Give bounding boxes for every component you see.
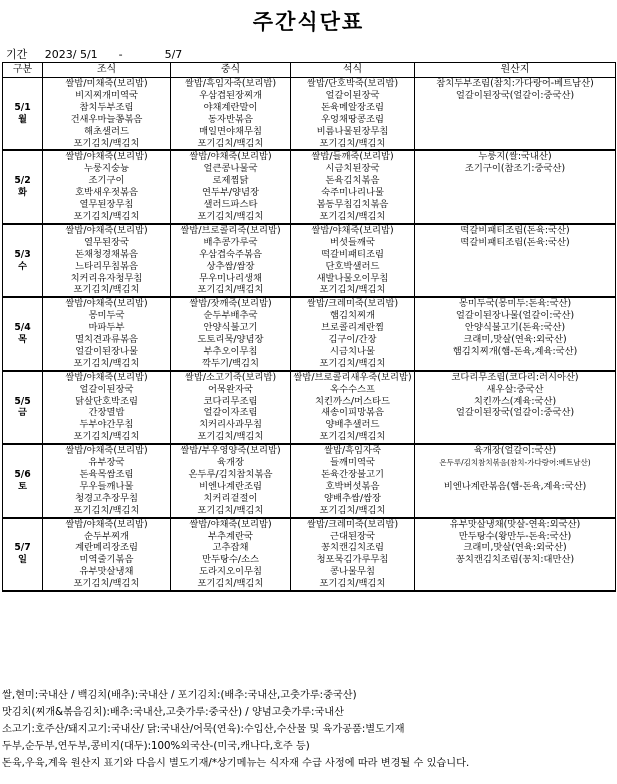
lunch-item: 쌀밥/부우영양죽(보리밥) — [171, 444, 291, 457]
dinner-item: 버섯들깨국 — [291, 237, 415, 249]
origin-item: 새우살:중국산 — [415, 384, 616, 396]
dinner-item: 쌀밥/야채죽(보리밥) — [291, 224, 415, 237]
lunch-item: 포기김치/백김치 — [171, 211, 291, 224]
dinner-item: 포기김치/백김치 — [291, 138, 415, 151]
breakfast-item: 간장멸밥 — [43, 407, 171, 419]
note-line: 두부,순두부,연두부,콩비지(대두):100%외국산-(미국,캐나다,호주 등) — [2, 741, 310, 752]
breakfast-item: 돈채청경채볶음 — [43, 249, 171, 261]
day-date: 5/6 — [14, 469, 31, 480]
origin-item: 떡갈비패티조림(돈육:국산) — [415, 237, 616, 249]
dinner-item: 양배추쌈/쌈장 — [291, 493, 415, 505]
lunch-item: 쌀밥/야채죽(보리밥) — [171, 150, 291, 163]
origin-item — [415, 273, 616, 285]
day-weekday: 토 — [18, 480, 27, 492]
dinner-item: 김구이/간장 — [291, 334, 415, 346]
table-row — [3, 384, 616, 396]
lunch-item: 얼큰콩나물국 — [171, 163, 291, 175]
dinner-item: 돈육메알장조림 — [291, 102, 415, 114]
table-row — [3, 78, 616, 90]
origin-item: 만두탕수(왕만두-돈육:국산) — [415, 531, 616, 543]
table-row — [3, 554, 616, 566]
day-date: 5/5 — [14, 395, 31, 407]
dinner-item: 새송이피망볶음 — [291, 407, 415, 419]
lunch-item: 무우미나리생채 — [171, 273, 291, 285]
table-row — [3, 297, 616, 310]
breakfast-item: 미역줄기볶음 — [43, 554, 171, 566]
origin-item — [415, 419, 616, 431]
table-row — [3, 578, 616, 591]
header-day: 구분 — [3, 63, 43, 78]
origin-item — [415, 431, 616, 444]
lunch-item: 포기김치/백김치 — [171, 505, 291, 518]
dinner-item: 비름나물된장무침 — [291, 126, 415, 138]
lunch-item: 코다리무조림 — [171, 396, 291, 408]
lunch-item: 야채계란말이 — [171, 102, 291, 114]
header-origin: 원산지 — [415, 63, 616, 78]
day-cell — [3, 297, 43, 370]
origin-item: 얼갈이된장나물(얼갈이:국산) — [415, 310, 616, 322]
origin-item: 크래미,맛살(연육:외국산) — [415, 542, 616, 554]
lunch-item: 부추오이무침 — [171, 346, 291, 358]
breakfast-item: 쌀밥/야채죽(보리밥) — [43, 371, 171, 384]
breakfast-item: 쌀밥/야채죽(보리밥) — [43, 224, 171, 237]
lunch-item: 얼갈이자조림 — [171, 407, 291, 419]
breakfast-item: 열무된장무침 — [43, 199, 171, 211]
origin-item: 누룽지(쌀:국내산) — [415, 150, 616, 163]
origin-item: 온두루/김치참치볶음(참치-가다랑어:베트남산) — [415, 457, 616, 469]
dinner-item: 옥수수스프 — [291, 384, 415, 396]
origin-item — [415, 469, 616, 481]
breakfast-item: 포기김치/백김치 — [43, 284, 171, 297]
origin-item — [415, 187, 616, 199]
dinner-item: 포기김치/백김치 — [291, 505, 415, 518]
breakfast-item: 조기구이 — [43, 175, 171, 187]
origin-item: 크래미,맛살(연육:외국산) — [415, 334, 616, 346]
dinner-item: 쌀밥/단호박죽(보리밥) — [291, 78, 415, 90]
breakfast-item: 호박새우젓볶음 — [43, 187, 171, 199]
table-row — [3, 518, 616, 531]
table-row — [3, 211, 616, 224]
breakfast-item: 쌀밥/야채죽(보리밥) — [43, 297, 171, 310]
dinner-item: 호박버섯볶음 — [291, 481, 415, 493]
lunch-item: 우삼겹된장찌개 — [171, 90, 291, 102]
dinner-item: 얼갈이된장국 — [291, 90, 415, 102]
table-row — [3, 334, 616, 346]
table-row — [3, 396, 616, 408]
table-row — [3, 237, 616, 249]
breakfast-item: 포기김치/백김치 — [43, 358, 171, 371]
dinner-item: 들깨미역국 — [291, 457, 415, 469]
dinner-item: 떡갈비패티조림 — [291, 249, 415, 261]
dinner-item: 돈육김치볶음 — [291, 175, 415, 187]
table-row — [3, 150, 616, 163]
weekly-menu-table — [2, 62, 616, 592]
breakfast-item: 쌀밥/미채죽(보리밥) — [43, 78, 171, 90]
dinner-item: 쌀밥/브로콜리새우죽(보리밥) — [291, 371, 415, 384]
period-start: 2023/ 5/1 — [44, 48, 98, 61]
lunch-item: 도라지오이무침 — [171, 566, 291, 578]
table-row — [3, 138, 616, 151]
breakfast-item: 무우들깨나물 — [43, 481, 171, 493]
origin-item: 코다리무조림(코다리:러시아산) — [415, 371, 616, 384]
origin-item: 얼갈이된장국(얼갈이:중국산) — [415, 90, 616, 102]
lunch-item: 쌀밥/잣깨죽(보리밥) — [171, 297, 291, 310]
header-row — [3, 63, 616, 78]
day-cell — [3, 78, 43, 151]
table-row — [3, 358, 616, 371]
lunch-item: 쌀밥/흑임자죽(보리밥) — [171, 78, 291, 90]
dinner-item: 청포묵김가루무침 — [291, 554, 415, 566]
dinner-item: 단호박샐러드 — [291, 261, 415, 273]
table-row — [3, 175, 616, 187]
breakfast-item: 포기김치/백김치 — [43, 578, 171, 591]
breakfast-item: 해초샐러드 — [43, 126, 171, 138]
table-row — [3, 346, 616, 358]
table-row — [3, 444, 616, 457]
dinner-item: 쌀밥/크레미죽(보리밥) — [291, 518, 415, 531]
lunch-item: 쌀밥/브로콜리죽(보리밥) — [171, 224, 291, 237]
dinner-item: 치킨까스/머스타드 — [291, 396, 415, 408]
origin-item: 햄김치찌개(햄-돈육,계육:국산) — [415, 346, 616, 358]
origin-item — [415, 114, 616, 126]
lunch-item: 순두부배추국 — [171, 310, 291, 322]
lunch-item: 연두부/양념장 — [171, 187, 291, 199]
breakfast-item: 두부야간무침 — [43, 419, 171, 431]
note-line: 쌀,현미:국내산 / 백김치(배추):국내산 / 포기김치:(배추:국내산,고춧가루:중국산) — [2, 690, 357, 701]
origin-item: 떡갈비패티조림(돈육:국산) — [415, 224, 616, 237]
breakfast-item: 얼갈이된장나물 — [43, 346, 171, 358]
dinner-item: 포기김치/백김치 — [291, 284, 415, 297]
breakfast-item: 비지찌개미역국 — [43, 90, 171, 102]
breakfast-item: 포기김치/백김치 — [43, 505, 171, 518]
table-row — [3, 310, 616, 322]
dinner-item: 근대된장국 — [291, 531, 415, 543]
note-line: 돈육,우육,계육 원산지 표기와 다음시 별도기재/*상기메뉴는 식자재 수급 사정에 따라 변경될 수 있습니다. — [2, 758, 470, 769]
day-date: 5/3 — [14, 248, 31, 260]
period-end: 5/7 — [164, 48, 183, 61]
dinner-item: 콩나물무침 — [291, 566, 415, 578]
breakfast-item: 포기김치/백김치 — [43, 138, 171, 151]
origin-item — [415, 358, 616, 371]
dinner-item: 쌀밥/흑임자죽 — [291, 444, 415, 457]
origin-item: 육개장(얼갈이:국산) — [415, 444, 616, 457]
breakfast-item: 닭살단호박조림 — [43, 396, 171, 408]
table-row — [3, 102, 616, 114]
day-weekday: 화 — [18, 187, 27, 199]
lunch-item: 어묵완자국 — [171, 384, 291, 396]
period-dash: - — [118, 48, 123, 61]
origin-item — [415, 493, 616, 505]
lunch-item: 육개장 — [171, 457, 291, 469]
lunch-item: 로제찜닭 — [171, 175, 291, 187]
lunch-item: 상추쌈/쌈장 — [171, 261, 291, 273]
origin-item: 꽁치캔김치조림(꽁치:대만산) — [415, 554, 616, 566]
lunch-item: 도토리묵/양념장 — [171, 334, 291, 346]
origin-item: 조기구이(참조기:중국산) — [415, 163, 616, 175]
table-row — [3, 114, 616, 126]
table-row — [3, 457, 616, 469]
table-row — [3, 493, 616, 505]
origin-item — [415, 505, 616, 518]
breakfast-item: 누룽지숭늉 — [43, 163, 171, 175]
dinner-item: 숙주미나리나물 — [291, 187, 415, 199]
origin-item — [415, 211, 616, 224]
origin-item — [415, 138, 616, 151]
dinner-item: 브로콜리계란찜 — [291, 322, 415, 334]
dinner-item: 시금치나물 — [291, 346, 415, 358]
breakfast-item: 포기김치/백김치 — [43, 211, 171, 224]
notes — [2, 687, 615, 772]
table-row — [3, 224, 616, 237]
breakfast-item: 얼갈이된장국 — [43, 384, 171, 396]
day-date: 5/1 — [14, 101, 31, 113]
day-date: 5/2 — [14, 175, 31, 187]
lunch-item: 고추잡채 — [171, 542, 291, 554]
period-label: 기간 — [6, 48, 28, 61]
breakfast-item: 멸치견과류볶음 — [43, 334, 171, 346]
day-cell — [3, 371, 43, 444]
dinner-item: 우엉채땅콩조림 — [291, 114, 415, 126]
origin-item — [415, 578, 616, 591]
origin-item — [415, 566, 616, 578]
note-line: 맛김치(찌개&볶음김치):배추:국내산,고춧가루:중국산) / 양념고춧가루:국내산 — [2, 707, 344, 718]
breakfast-item: 열무된장국 — [43, 237, 171, 249]
dinner-item: 새발나물오이무침 — [291, 273, 415, 285]
table-row — [3, 163, 616, 175]
lunch-item: 치커리겉절이 — [171, 493, 291, 505]
menu-body — [3, 78, 616, 592]
day-date: 5/4 — [14, 322, 31, 334]
breakfast-item: 마파두부 — [43, 322, 171, 334]
origin-item — [415, 261, 616, 273]
lunch-item: 포기김치/백김치 — [171, 284, 291, 297]
breakfast-item: 청경고추장무침 — [43, 493, 171, 505]
dinner-item: 돈육간장불고기 — [291, 469, 415, 481]
day-weekday: 월 — [18, 113, 27, 125]
dinner-item: 포기김치/백김치 — [291, 431, 415, 444]
day-weekday: 금 — [18, 407, 27, 419]
dinner-item: 쌀밥/크레미죽(보리밥) — [291, 297, 415, 310]
dinner-item: 쌀밥/들깨죽(보리밥) — [291, 150, 415, 163]
breakfast-item: 계란메리장조림 — [43, 542, 171, 554]
lunch-item: 비엔나계란조림 — [171, 481, 291, 493]
table-row — [3, 531, 616, 543]
table-row — [3, 187, 616, 199]
origin-item: 안양식불고기(돈육:국산) — [415, 322, 616, 334]
origin-item — [415, 249, 616, 261]
day-cell — [3, 444, 43, 517]
lunch-item: 쌀밥/야채죽(보리밥) — [171, 518, 291, 531]
breakfast-item: 느타리무침볶음 — [43, 261, 171, 273]
lunch-item: 안양식불고기 — [171, 322, 291, 334]
table-row — [3, 419, 616, 431]
table-row — [3, 199, 616, 211]
breakfast-item: 포기김치/백김치 — [43, 431, 171, 444]
origin-item — [415, 102, 616, 114]
note-line: 소고기:호주산/돼지고기:국내산/ 닭:국내산/어묵(연육):수입산,수산물 및 육가공품:별도기재 — [2, 724, 405, 735]
period-line — [6, 46, 182, 62]
lunch-item: 샐러드파스타 — [171, 199, 291, 211]
breakfast-item: 건새우마늘쫑볶음 — [43, 114, 171, 126]
header-breakfast: 조식 — [43, 63, 171, 78]
breakfast-item: 유부맛살냉채 — [43, 566, 171, 578]
dinner-item: 포기김치/백김치 — [291, 578, 415, 591]
table-row — [3, 90, 616, 102]
origin-item — [415, 284, 616, 297]
origin-item — [415, 175, 616, 187]
origin-item: 얼갈이된장국(얼갈이:중국산) — [415, 407, 616, 419]
lunch-item: 배추콩가루국 — [171, 237, 291, 249]
breakfast-item: 유부장국 — [43, 457, 171, 469]
day-weekday: 일 — [18, 554, 27, 566]
origin-item — [415, 199, 616, 211]
table-row — [3, 431, 616, 444]
lunch-item: 치커리사과무침 — [171, 419, 291, 431]
day-cell — [3, 518, 43, 591]
table-row — [3, 249, 616, 261]
dinner-item: 햄김치찌개 — [291, 310, 415, 322]
lunch-item: 포기김치/백김치 — [171, 578, 291, 591]
breakfast-item: 쌀밥/야채죽(보리밥) — [43, 150, 171, 163]
origin-item: 치킨까스(계육:국산) — [415, 396, 616, 408]
breakfast-item: 쌀밥/야채죽(보리밥) — [43, 518, 171, 531]
table-row — [3, 273, 616, 285]
table-row — [3, 481, 616, 493]
origin-item: 참치두부조림(참치:가다랑어-베트남산) — [415, 78, 616, 90]
dinner-item: 봄동무침김치볶음 — [291, 199, 415, 211]
table-row — [3, 126, 616, 138]
breakfast-item: 순두부찌개 — [43, 531, 171, 543]
page-title: 주간식단표 — [252, 10, 365, 34]
dinner-item: 포기김치/백김치 — [291, 211, 415, 224]
lunch-item: 포기김치/백김치 — [171, 138, 291, 151]
lunch-item: 쌀밥/소고기죽(보리밥) — [171, 371, 291, 384]
table-row — [3, 284, 616, 297]
breakfast-item: 참치두부조림 — [43, 102, 171, 114]
dinner-item: 꽁치캔김치조림 — [291, 542, 415, 554]
origin-item — [415, 126, 616, 138]
table-row — [3, 505, 616, 518]
lunch-item: 매일면야채무침 — [171, 126, 291, 138]
origin-item: 몽미두국(몽미두:돈육:국산) — [415, 297, 616, 310]
lunch-item: 우삼겹숙주볶음 — [171, 249, 291, 261]
table-row — [3, 566, 616, 578]
lunch-item: 부추계란국 — [171, 531, 291, 543]
lunch-item: 동자반볶음 — [171, 114, 291, 126]
breakfast-item: 돈육목쌈조림 — [43, 469, 171, 481]
table-row — [3, 407, 616, 419]
header-lunch: 중식 — [171, 63, 291, 78]
lunch-item: 깍두기/백김치 — [171, 358, 291, 371]
breakfast-item: 몽미두국 — [43, 310, 171, 322]
dinner-item: 포기김치/백김치 — [291, 358, 415, 371]
dinner-item: 시금치된장국 — [291, 163, 415, 175]
day-cell — [3, 224, 43, 297]
header-dinner: 석식 — [291, 63, 415, 78]
dinner-item: 양배추샐러드 — [291, 419, 415, 431]
table-row — [3, 469, 616, 481]
day-date: 5/7 — [14, 542, 31, 554]
table-row — [3, 371, 616, 384]
breakfast-item: 쌀밥/야채죽(보리밥) — [43, 444, 171, 457]
breakfast-item: 치커리유자청무침 — [43, 273, 171, 285]
lunch-item: 포기김치/백김치 — [171, 431, 291, 444]
table-row — [3, 322, 616, 334]
origin-item: 유부맛살냉채(맛살-연육:외국산) — [415, 518, 616, 531]
table-row — [3, 542, 616, 554]
lunch-item: 온두루/김치참치볶음 — [171, 469, 291, 481]
day-weekday: 목 — [18, 334, 27, 346]
lunch-item: 만두탕수/소스 — [171, 554, 291, 566]
table-row — [3, 261, 616, 273]
day-cell — [3, 150, 43, 223]
origin-item: 비엔나계란볶음(햄-돈육,계육:국산) — [415, 481, 616, 493]
day-weekday: 수 — [18, 260, 27, 272]
